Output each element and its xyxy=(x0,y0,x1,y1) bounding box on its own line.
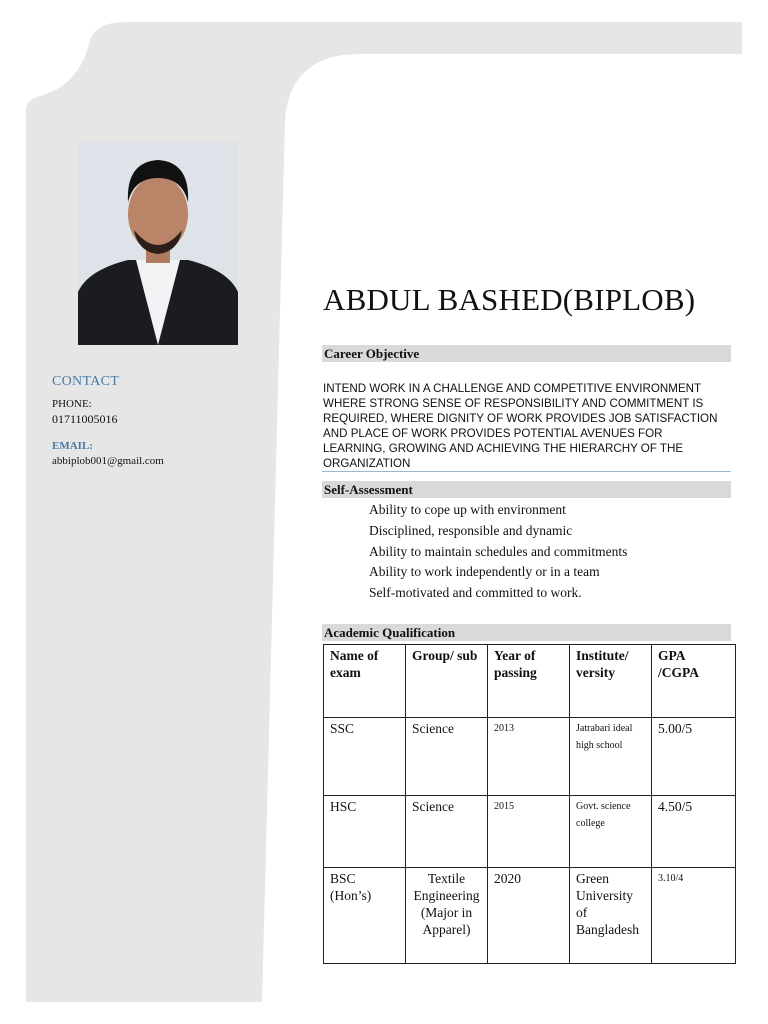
phone-label: PHONE: xyxy=(52,398,92,410)
self-assessment-heading: Self-Assessment xyxy=(322,481,731,498)
cell-exam: HSC xyxy=(324,796,406,868)
table-row xyxy=(324,796,736,868)
cell-institute: Jatrabari ideal high school xyxy=(570,718,652,796)
self-assessment-list xyxy=(324,500,627,603)
list-item-text: Self-motivated and committed to work. xyxy=(369,585,582,601)
table-row xyxy=(324,868,736,964)
academic-qualification-heading: Academic Qualification xyxy=(322,624,731,641)
profile-photo xyxy=(78,142,238,345)
list-item-text: Ability to work independently or in a team xyxy=(369,564,600,580)
list-item xyxy=(324,583,627,604)
cell-institute: Govt. science college xyxy=(570,796,652,868)
career-objective-heading: Career Objective xyxy=(322,345,731,362)
table-header-row xyxy=(324,645,736,718)
cell-gpa: 4.50/5 xyxy=(652,796,736,868)
cell-group: Science xyxy=(406,796,488,868)
cell-group: Textile Engineering (Major in Apparel) xyxy=(406,868,488,964)
contact-heading: CONTACT xyxy=(52,374,120,389)
email-value[interactable]: abbiplob001@gmail.com xyxy=(52,455,164,467)
header-group: Group/ sub xyxy=(406,645,488,718)
list-item xyxy=(324,562,627,583)
header-year: Year of passing xyxy=(488,645,570,718)
cell-group: Science xyxy=(406,718,488,796)
list-item-text: Ability to maintain schedules and commitments xyxy=(369,543,628,559)
list-item xyxy=(324,500,627,521)
list-item xyxy=(324,521,627,542)
phone-value: 01711005016 xyxy=(52,412,118,426)
cell-year: 2013 xyxy=(488,718,570,796)
cell-gpa: 5.00/5 xyxy=(652,718,736,796)
cell-year: 2020 xyxy=(488,868,570,964)
cell-exam: SSC xyxy=(324,718,406,796)
cell-institute: Green University of Bangladesh xyxy=(570,868,652,964)
table-row xyxy=(324,718,736,796)
cell-gpa: 3.10/4 xyxy=(652,868,736,964)
cell-exam: BSC (Hon’s) xyxy=(324,868,406,964)
header-gpa: GPA /CGPA xyxy=(652,645,736,718)
list-item-text: Ability to cope up with environment xyxy=(369,502,566,518)
candidate-name: ABDUL BASHED(BIPLOB) xyxy=(323,282,696,317)
email-label: EMAIL: xyxy=(52,440,93,452)
header-institute: Institute/ versity xyxy=(570,645,652,718)
cell-year: 2015 xyxy=(488,796,570,868)
header-exam: Name of exam xyxy=(324,645,406,718)
academic-table xyxy=(323,644,736,964)
divider xyxy=(322,471,731,472)
list-item-text: Disciplined, responsible and dynamic xyxy=(369,523,573,539)
list-item xyxy=(324,541,627,562)
career-objective-text: INTEND WORK IN A CHALLENGE AND COMPETITIVE ENVIRONMENT WHERE STRONG SENSE OF RESPONSIBILITY AND COMMITMENT IS REQUIRED, WHERE DIGNITY OF WORK PROVIDES JOB SATISFACTION AND PLACE OF WORK PROVIDES POTENTIAL AVENUES FOR LEARNING, GROWING AND ACHIEVING THE HIERARCHY OF THE ORGANIZATION xyxy=(323,382,718,470)
